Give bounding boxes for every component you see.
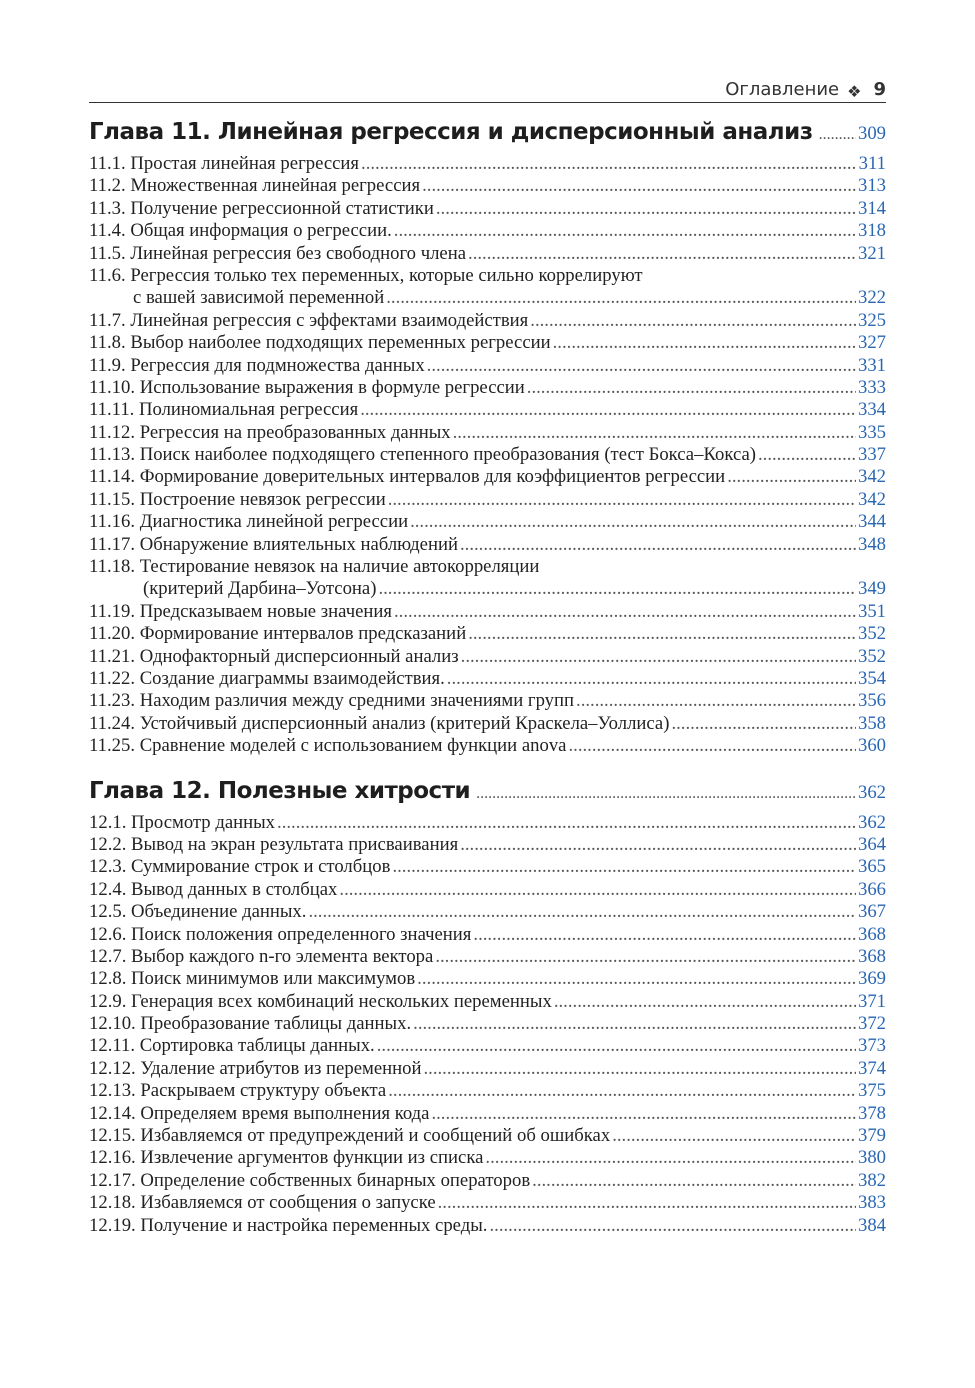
toc-entry[interactable]	[89, 310, 886, 332]
entry-label: 11.4. Общая информация о регрессии.	[89, 220, 392, 242]
entry-label: 11.12. Регрессия на преобразованных данных	[89, 421, 451, 443]
leader-dots	[671, 713, 856, 735]
leader-dots	[489, 1215, 856, 1237]
entry-page-number: 337	[857, 444, 886, 466]
toc-entry[interactable]	[89, 399, 886, 421]
entry-label: 11.24. Устойчивый дисперсионный анализ (критерий Краскела–Уоллиса)	[89, 712, 670, 734]
entry-label: 11.15. Построение невязок регрессии	[89, 488, 386, 510]
leader-dots	[612, 1125, 856, 1147]
entry-label: 12.19. Получение и настройка переменных среды.	[89, 1214, 488, 1236]
toc-entry[interactable]	[89, 265, 886, 287]
entry-label: 11.5. Линейная регрессия без свободного члена	[89, 242, 467, 264]
entry-label: 12.13. Раскрываем структуру объекта	[89, 1080, 387, 1102]
entry-page-number: 352	[857, 645, 886, 667]
toc-entry[interactable]	[89, 1058, 886, 1080]
entry-label: 12.3. Суммирование строк и столбцов	[89, 856, 391, 878]
toc-entry[interactable]	[89, 1215, 886, 1237]
leader-dots	[461, 646, 856, 668]
entry-page-number: 325	[857, 309, 886, 331]
chapter-page-number: 362	[857, 781, 886, 803]
entry-label: 11.6. Регрессия только тех переменных, которые сильно коррелируют	[89, 264, 643, 286]
entry-page-number: 368	[857, 923, 886, 945]
toc-entry[interactable]	[89, 556, 886, 578]
toc-entry[interactable]	[89, 1080, 886, 1102]
entry-page-number: 333	[857, 376, 886, 398]
leader-dots	[378, 578, 856, 600]
entry-label: 12.5. Объединение данных.	[89, 901, 307, 923]
entry-page-number: 311	[858, 153, 886, 174]
entry-label: 11.1. Простая линейная регрессия	[89, 153, 360, 174]
entry-page-number: 318	[857, 220, 886, 242]
entry-label: 12.12. Удаление атрибутов из переменной	[89, 1057, 422, 1079]
entry-label: 11.10. Использование выражения в формуле регрессии	[89, 376, 525, 398]
header-title: Оглавление	[725, 79, 840, 100]
entry-label: 12.11. Сортировка таблицы данных.	[89, 1035, 375, 1057]
entry-page-number: 365	[857, 856, 886, 878]
chapter-section	[89, 119, 886, 758]
entry-page-number: 383	[857, 1192, 886, 1214]
leader-dots	[436, 198, 856, 220]
leader-dots	[576, 690, 856, 712]
leader-dots	[410, 511, 856, 533]
entry-label: 11.21. Однофакторный дисперсионный анализ	[89, 645, 459, 667]
entry-label: 12.6. Поиск положения определенного значения	[89, 923, 472, 945]
leader-dots	[435, 946, 856, 968]
leader-dots	[388, 489, 856, 511]
entry-page-number: 331	[857, 354, 886, 376]
leader-dots	[819, 126, 856, 144]
entry-label: 12.18. Избавляемся от сообщения о запуске	[89, 1192, 436, 1214]
entry-label: 11.16. Диагностика линейной регрессии	[89, 511, 409, 533]
entry-label: 11.3. Получение регрессионной статистики	[89, 197, 434, 219]
toc-entry[interactable]	[89, 668, 886, 690]
leader-dots	[392, 856, 856, 878]
toc-entry[interactable]	[89, 646, 886, 668]
entry-page-number: 349	[857, 578, 886, 600]
entry-label-continued: с вашей зависимой переменной	[133, 287, 385, 309]
leader-dots	[532, 1170, 856, 1192]
entry-page-number: 313	[857, 175, 886, 197]
leader-dots	[339, 879, 856, 901]
toc-entry[interactable]	[89, 1147, 886, 1169]
toc-page	[89, 74, 886, 1237]
leader-dots	[485, 1147, 856, 1169]
toc-entry[interactable]	[89, 489, 886, 511]
entry-page-number: 354	[857, 667, 886, 689]
entry-label: 12.7. Выбор каждого n-го элемента вектора	[89, 945, 434, 967]
leader-dots	[554, 991, 856, 1013]
toc-entry[interactable]	[89, 924, 886, 946]
leader-dots	[308, 901, 856, 923]
toc-entry[interactable]	[89, 355, 886, 377]
entry-page-number: 369	[857, 968, 886, 990]
toc-entry[interactable]	[89, 377, 886, 399]
toc-entry[interactable]	[89, 901, 886, 923]
entry-page-number: 344	[857, 511, 886, 533]
entry-page-number: 348	[857, 533, 886, 555]
toc-entry-continuation[interactable]	[89, 578, 886, 600]
leader-dots	[417, 968, 856, 990]
entry-page-number: 360	[857, 735, 886, 757]
entry-label: 11.25. Сравнение моделей с использованием функции anova	[89, 735, 567, 757]
leader-dots	[468, 243, 856, 265]
leader-dots	[758, 444, 856, 466]
leader-dots	[377, 1035, 856, 1057]
entry-label: 12.8. Поиск минимумов или максимумов	[89, 968, 416, 990]
leader-dots	[727, 466, 856, 488]
leader-dots	[422, 175, 856, 197]
toc-entry[interactable]	[89, 713, 886, 735]
entry-label: 11.22. Создание диаграммы взаимодействия.	[89, 667, 445, 689]
entry-label: 11.23. Находим различия между средними значениями групп	[89, 690, 575, 712]
entry-page-number: 314	[857, 197, 886, 219]
entry-label: 11.2. Множественная линейная регрессия	[89, 175, 421, 197]
entry-page-number: 342	[857, 466, 886, 488]
leader-dots	[553, 332, 856, 354]
entry-page-number: 373	[857, 1035, 886, 1057]
toc-entry[interactable]	[89, 1013, 886, 1035]
leader-dots	[277, 812, 856, 834]
toc-entry[interactable]	[89, 879, 886, 901]
entry-page-number: 379	[857, 1125, 886, 1147]
leader-dots	[453, 422, 856, 444]
entry-label-continued: (критерий Дарбина–Уотсона)	[143, 578, 377, 600]
entry-page-number: 378	[857, 1102, 886, 1124]
entry-page-number: 371	[857, 990, 886, 1012]
toc-entry[interactable]	[89, 812, 886, 834]
entry-label: 11.20. Формирование интервалов предсказаний	[89, 623, 467, 645]
toc-entry[interactable]	[89, 243, 886, 265]
toc-entry[interactable]	[89, 856, 886, 878]
leader-dots	[431, 1103, 856, 1125]
toc-entry[interactable]	[89, 444, 886, 466]
toc-entry[interactable]	[89, 175, 886, 197]
entry-page-number: 335	[857, 421, 886, 443]
running-header	[89, 74, 886, 103]
toc-entry[interactable]	[89, 1192, 886, 1214]
entry-page-number: 352	[857, 623, 886, 645]
entry-page-number: 362	[857, 811, 886, 833]
leader-dots	[394, 601, 856, 623]
entry-label: 11.14. Формирование доверительных интервалов для коэффициентов регрессии	[89, 466, 726, 488]
toc-entry[interactable]	[89, 511, 886, 533]
entry-page-number: 382	[857, 1169, 886, 1191]
toc-entry[interactable]	[89, 153, 886, 175]
leader-dots	[427, 355, 856, 377]
chapter-title: Глава 12. Полезные хитрости	[89, 777, 471, 804]
entry-label: 11.13. Поиск наиболее подходящего степенного преобразования (тест Бокса–Кокса)	[89, 444, 756, 466]
entry-page-number: 366	[857, 878, 886, 900]
toc-entry-continuation[interactable]	[89, 287, 886, 309]
entry-label: 12.1. Просмотр данных	[89, 811, 276, 833]
entry-label: 12.4. Вывод данных в столбцах	[89, 878, 338, 900]
entry-label: 11.11. Полиномиальная регрессия	[89, 399, 359, 421]
leader-dots	[473, 924, 856, 946]
toc-entry[interactable]	[89, 198, 886, 220]
entry-page-number: 375	[857, 1080, 886, 1102]
toc-entry[interactable]	[89, 1035, 886, 1057]
chapter-title: Глава 11. Линейная регрессия и дисперсионный анализ	[89, 119, 813, 145]
toc-entry[interactable]	[89, 735, 886, 757]
toc-entry[interactable]	[89, 834, 886, 856]
leader-dots	[394, 220, 856, 242]
toc-entry[interactable]	[89, 220, 886, 242]
entry-page-number: 342	[857, 488, 886, 510]
entry-label: 12.16. Извлечение аргументов функции из списка	[89, 1147, 484, 1169]
entry-label: 12.17. Определение собственных бинарных операторов	[89, 1169, 531, 1191]
entry-label: 11.8. Выбор наиболее подходящих переменных регрессии	[89, 332, 551, 354]
toc-entry[interactable]	[89, 466, 886, 488]
toc-entry[interactable]	[89, 1103, 886, 1125]
entry-page-number: 364	[857, 833, 886, 855]
toc-entry[interactable]	[89, 991, 886, 1013]
toc-entry[interactable]	[89, 1125, 886, 1147]
leader-dots	[460, 834, 856, 856]
table-of-contents	[89, 119, 886, 1237]
entry-page-number: 368	[857, 945, 886, 967]
entry-label: 11.17. Обнаружение влиятельных наблюдений	[89, 533, 458, 555]
leader-dots	[438, 1192, 856, 1214]
leader-dots	[476, 785, 856, 803]
entry-page-number: 356	[857, 690, 886, 712]
entry-label: 12.15. Избавляемся от предупреждений и сообщений об ошибках	[89, 1125, 611, 1147]
entry-page-number: 367	[857, 901, 886, 923]
leader-dots	[527, 377, 856, 399]
entry-page-number: 358	[857, 712, 886, 734]
entry-label: 12.9. Генерация всех комбинаций нескольких переменных	[89, 990, 552, 1012]
leader-dots	[460, 534, 856, 556]
toc-entry[interactable]	[89, 601, 886, 623]
entry-label: 12.2. Вывод на экран результата присваивания	[89, 833, 459, 855]
entry-page-number: 380	[857, 1147, 886, 1169]
chapter-heading[interactable]	[89, 778, 886, 812]
chapter-heading[interactable]	[89, 119, 886, 153]
toc-entry[interactable]	[89, 690, 886, 712]
entry-page-number: 351	[857, 600, 886, 622]
toc-entry[interactable]	[89, 422, 886, 444]
leader-dots	[361, 153, 857, 175]
entry-label: 12.10. Преобразование таблицы данных.	[89, 1013, 412, 1035]
leader-dots	[568, 735, 856, 757]
entry-page-number: 327	[857, 332, 886, 354]
toc-entry[interactable]	[89, 623, 886, 645]
entry-label: 11.19. Предсказываем новые значения	[89, 600, 392, 622]
entry-label: 11.7. Линейная регрессия с эффектами взаимодействия	[89, 309, 529, 331]
leader-dots	[530, 310, 856, 332]
entry-page-number: 322	[857, 287, 886, 309]
toc-entry[interactable]	[89, 534, 886, 556]
leader-dots	[360, 399, 856, 421]
toc-entry[interactable]	[89, 968, 886, 990]
leader-dots	[413, 1013, 856, 1035]
leader-dots	[386, 287, 856, 309]
toc-entry[interactable]	[89, 332, 886, 354]
entry-page-number: 372	[857, 1013, 886, 1035]
entry-page-number: 334	[857, 399, 886, 421]
entry-label: 11.9. Регрессия для подмножества данных	[89, 354, 425, 376]
entry-page-number: 321	[857, 242, 886, 264]
leader-dots	[388, 1080, 856, 1102]
leader-dots	[423, 1058, 856, 1080]
toc-entry[interactable]	[89, 1170, 886, 1192]
entry-label: 12.14. Определяем время выполнения кода	[89, 1102, 430, 1124]
chapter-page-number: 309	[857, 123, 886, 144]
toc-entry[interactable]	[89, 946, 886, 968]
leader-dots	[447, 668, 856, 690]
entry-page-number: 384	[857, 1214, 886, 1236]
diamond-icon: ❖	[847, 82, 862, 101]
entry-page-number: 374	[857, 1057, 886, 1079]
leader-dots	[468, 623, 856, 645]
header-page-number: 9	[873, 79, 886, 100]
chapter-section	[89, 778, 886, 1237]
entry-label: 11.18. Тестирование невязок на наличие автокорреляции	[89, 556, 540, 578]
